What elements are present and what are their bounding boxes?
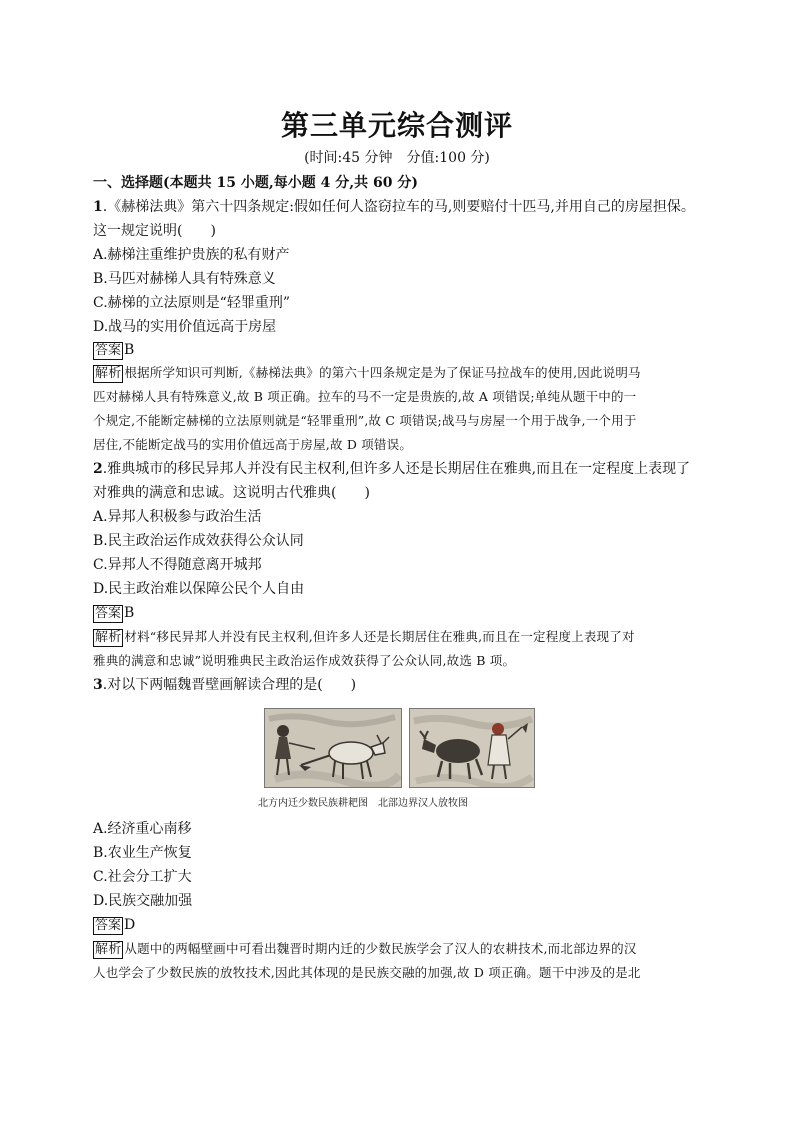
explanation-text: 匹对赫梯人具有特殊意义,故 B 项正确。拉车的马不一定是贵族的,故 A 项错误;单纯从题干中的一 bbox=[93, 389, 637, 404]
option-c: C.赫梯的立法原则是“轻罪重刑” bbox=[93, 295, 290, 311]
answer-row bbox=[93, 603, 134, 623]
explanation-text: 人也学会了少数民族的放牧技术,因此其体现的是民族交融的加强,故 D 项正确。题干中涉及的是北 bbox=[93, 965, 641, 980]
explanation-tag: 解析 bbox=[95, 366, 122, 381]
mural-herding-drawing bbox=[410, 709, 534, 787]
question-number: 1 bbox=[93, 199, 103, 215]
answer-tag: 答案 bbox=[95, 606, 122, 621]
explanation-text: 居住,不能断定战马的实用价值远高于房屋,故 D 项错误。 bbox=[93, 437, 413, 452]
answer-value: B bbox=[124, 605, 135, 621]
explanation-text: 个规定,不能断定赫梯的立法原则就是“轻罪重刑”,故 C 项错误;战马与房屋一个用于战争,一个用于 bbox=[93, 413, 637, 428]
explanation-text: 材料“移民异邦人并没有民主权利,但许多人还是长期居住在雅典,而且在一定程度上表现了对 bbox=[124, 629, 635, 644]
answer-value: B bbox=[124, 342, 135, 358]
answer-row bbox=[93, 915, 135, 935]
option-d: D.民主政治难以保障公民个人自由 bbox=[93, 581, 305, 597]
option-b: B.民主政治运作成效获得公众认同 bbox=[93, 533, 304, 549]
exam-info: (时间:45 分钟 分值:100 分) bbox=[304, 150, 490, 166]
question-text: .雅典城市的移民异邦人并没有民主权利,但许多人还是长期居住在雅典,而且在一定程度上表现了 bbox=[102, 461, 691, 477]
question-text: .《赫梯法典》第六十四条规定:假如任何人盗窃拉车的马,则要赔付十匹马,并用自己的房屋担保。 bbox=[102, 199, 695, 215]
question-1-stem-cont: 这一规定说明( ) bbox=[93, 223, 216, 239]
question-2-stem-cont: 对雅典的满意和忠诚。这说明古代雅典( ) bbox=[93, 485, 370, 501]
question-number: 3 bbox=[93, 677, 103, 693]
explanation-text: 雅典的满意和忠诚”说明雅典民主政治运作成效获得了公众认同,故选 B 项。 bbox=[93, 653, 516, 668]
answer-row bbox=[93, 340, 134, 360]
question-2-stem bbox=[93, 459, 690, 479]
option-c: C.社会分工扩大 bbox=[93, 869, 192, 885]
option-a: A.异邦人积极参与政治生活 bbox=[93, 509, 262, 525]
mural-plowing-drawing bbox=[265, 709, 401, 787]
figure-caption: 北方内迁少数民族耕耙图 北部边界汉人放牧图 bbox=[258, 798, 468, 809]
question-number: 2 bbox=[93, 461, 103, 477]
explanation-text: 根据所学知识可判断,《赫梯法典》的第六十四条规定是为了保证马拉战车的使用,因此说明马 bbox=[124, 365, 641, 380]
answer-tag: 答案 bbox=[95, 343, 122, 358]
explanation-row bbox=[93, 363, 641, 383]
mural-herding-image bbox=[409, 708, 535, 788]
option-b: B.农业生产恢复 bbox=[93, 845, 192, 861]
option-d: D.民族交融加强 bbox=[93, 893, 193, 909]
answer-tag: 答案 bbox=[95, 918, 122, 933]
mural-plowing-image bbox=[264, 708, 402, 788]
question-1-stem bbox=[93, 197, 695, 217]
answer-value: D bbox=[124, 917, 136, 933]
explanation-text: 从题中的两幅壁画中可看出魏晋时期内迁的少数民族学会了汉人的农耕技术,而北部边界的汉 bbox=[124, 941, 637, 956]
question-text: .对以下两幅魏晋壁画解读合理的是( ) bbox=[102, 677, 357, 693]
explanation-tag: 解析 bbox=[95, 630, 122, 645]
explanation-row bbox=[93, 939, 637, 959]
question-3-stem bbox=[93, 675, 356, 695]
explanation-tag: 解析 bbox=[95, 942, 122, 957]
explanation-row bbox=[93, 627, 635, 647]
option-c: C.异邦人不得随意离开城邦 bbox=[93, 557, 262, 573]
section-heading: 一、选择题(本题共 15 小题,每小题 4 分,共 60 分) bbox=[93, 175, 418, 191]
option-d: D.战马的实用价值远高于房屋 bbox=[93, 319, 277, 335]
page-title: 第三单元综合测评 bbox=[280, 109, 513, 142]
option-a: A.赫梯注重维护贵族的私有财产 bbox=[93, 247, 290, 263]
option-a: A.经济重心南移 bbox=[93, 821, 192, 837]
option-b: B.马匹对赫梯人具有特殊意义 bbox=[93, 271, 276, 287]
